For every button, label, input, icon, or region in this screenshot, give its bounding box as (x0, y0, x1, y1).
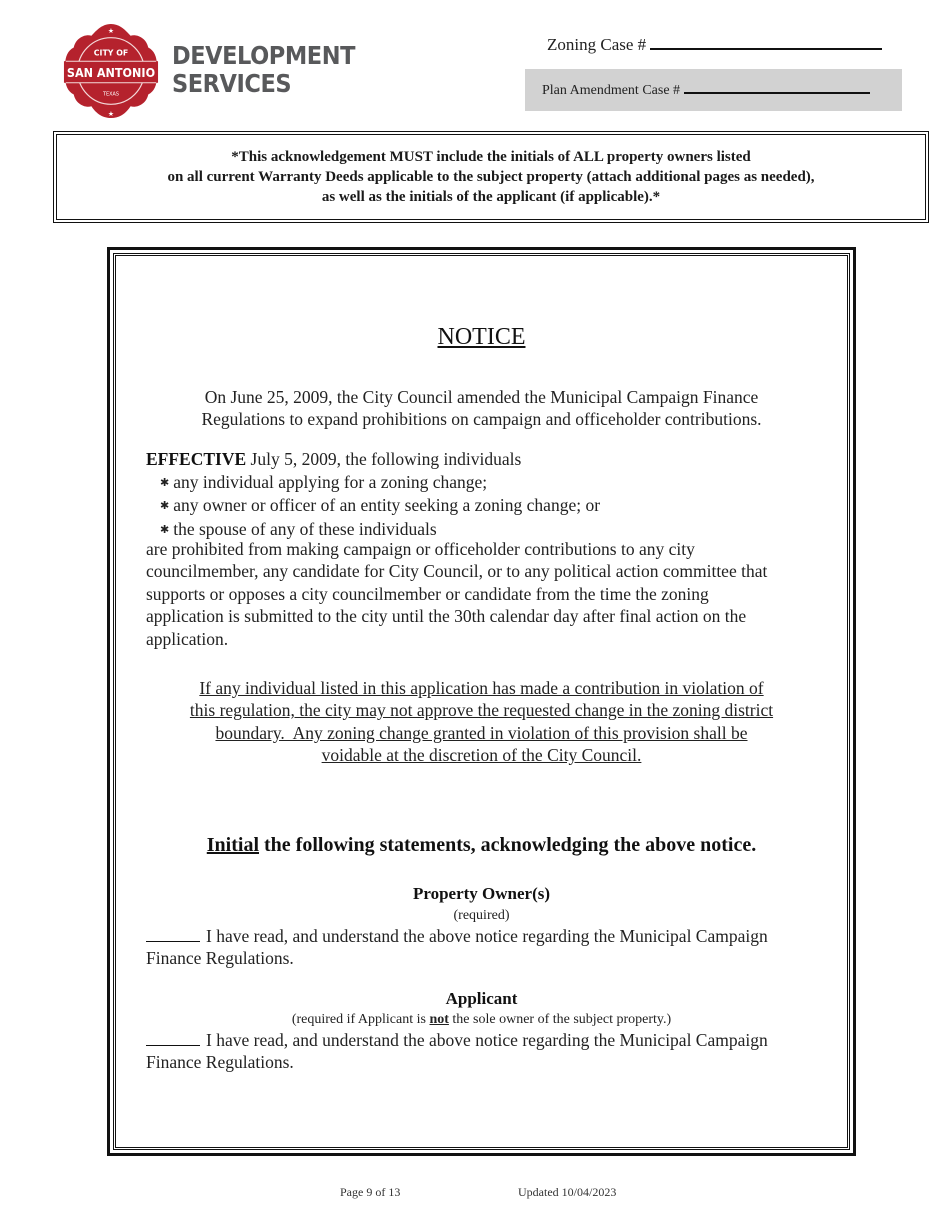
owner-initial-blank[interactable] (146, 927, 200, 942)
city-logo (62, 22, 355, 122)
list-item: ✱ any individual applying for a zoning change; (160, 472, 488, 492)
page-number: Page 9 of 13 (340, 1185, 401, 1199)
svg-text:★: ★ (107, 110, 115, 119)
seal-text-main: SAN ANTONIO (66, 65, 156, 80)
ack-line-3: as well as the initials of the applicant (if applicable).* (321, 189, 661, 205)
acknowledgement-box (53, 131, 929, 223)
effective-text: July 5, 2009, the following individuals (246, 449, 522, 469)
notice-box (107, 247, 856, 1156)
list-item: ✱ the spouse of any of these individuals (160, 518, 437, 539)
notice-inner-border (113, 253, 850, 1150)
notice-intro (156, 386, 807, 431)
list-item: ✱ any owner or officer of an entity seeking a zoning change; or (160, 495, 601, 516)
effective-line (146, 448, 817, 470)
effective-label: EFFECTIVE (146, 449, 247, 469)
asterisk-bullet-icon: ✱ (160, 477, 170, 489)
applicant-initial-blank[interactable] (146, 1031, 200, 1046)
brand-wordmark (172, 42, 355, 98)
ack-line-1: *This acknowledgement MUST include the initials of ALL property owners listed (231, 149, 751, 165)
brand-line-2: SERVICES (172, 69, 292, 98)
plan-amendment-label: Plan Amendment Case # (542, 83, 681, 98)
intro-line-1: On June 25, 2009, the City Council amended the Municipal Campaign Finance (204, 387, 759, 407)
seal-text-bottom: TEXAS (103, 91, 119, 98)
city-seal-icon (62, 22, 160, 120)
plan-amendment-box (525, 69, 902, 111)
updated-date: Updated 10/04/2023 (518, 1185, 617, 1199)
owner-section-title: Property Owner(s) (412, 884, 551, 903)
prohibition-paragraph: are prohibited from making campaign or officeholder contributions to any city councilmember, any candidate for City Council, or to any political action committee that supports or opposes a city councilmember or candidate from the time the zoning application is submitted to the city until the 30th calendar day after final action on the application. (146, 539, 768, 649)
asterisk-bullet-icon: ✱ (160, 500, 170, 513)
asterisk-bullet-icon: ✱ (160, 523, 170, 536)
applicant-section-title: Applicant (445, 989, 518, 1008)
notice-title: NOTICE (437, 324, 526, 350)
seal-text-top: CITY OF (93, 48, 129, 58)
applicant-statement: I have read, and understand the above notice regarding the Municipal Campaign Finance Regulations. (146, 1030, 768, 1073)
plan-amendment-field[interactable] (542, 81, 870, 99)
zoning-case-field[interactable] (547, 34, 882, 55)
owner-section-note: (required) (453, 908, 510, 923)
plan-amendment-blank[interactable] (684, 81, 870, 94)
owner-statement: I have read, and understand the above notice regarding the Municipal Campaign Finance Regulations. (146, 926, 768, 969)
zoning-case-blank[interactable] (650, 34, 882, 50)
acknowledgement-text (57, 147, 925, 207)
svg-text:★: ★ (107, 26, 115, 35)
intro-line-2: Regulations to expand prohibitions on campaign and officeholder contributions. (201, 409, 762, 430)
ack-line-2: on all current Warranty Deeds applicable to the subject property (attach additional pages as needed), (167, 169, 815, 185)
initial-heading: Initial the following statements, acknowledging the above notice. (206, 834, 757, 856)
individuals-list (160, 471, 600, 541)
zoning-case-label: Zoning Case # (547, 35, 647, 54)
initial-word: Initial (206, 834, 260, 856)
applicant-section-note: (required if Applicant is not the sole owner of the subject property.) (291, 1012, 672, 1027)
brand-line-1: DEVELOPMENT (172, 41, 355, 70)
violation-warning: If any individual listed in this application has made a contribution in violation of this regulation, the city may not approve the requested change in the zoning district boundary. Any zoning change granted in violation of this provision shall be voidable at the discretion of the City Council. (189, 678, 774, 766)
